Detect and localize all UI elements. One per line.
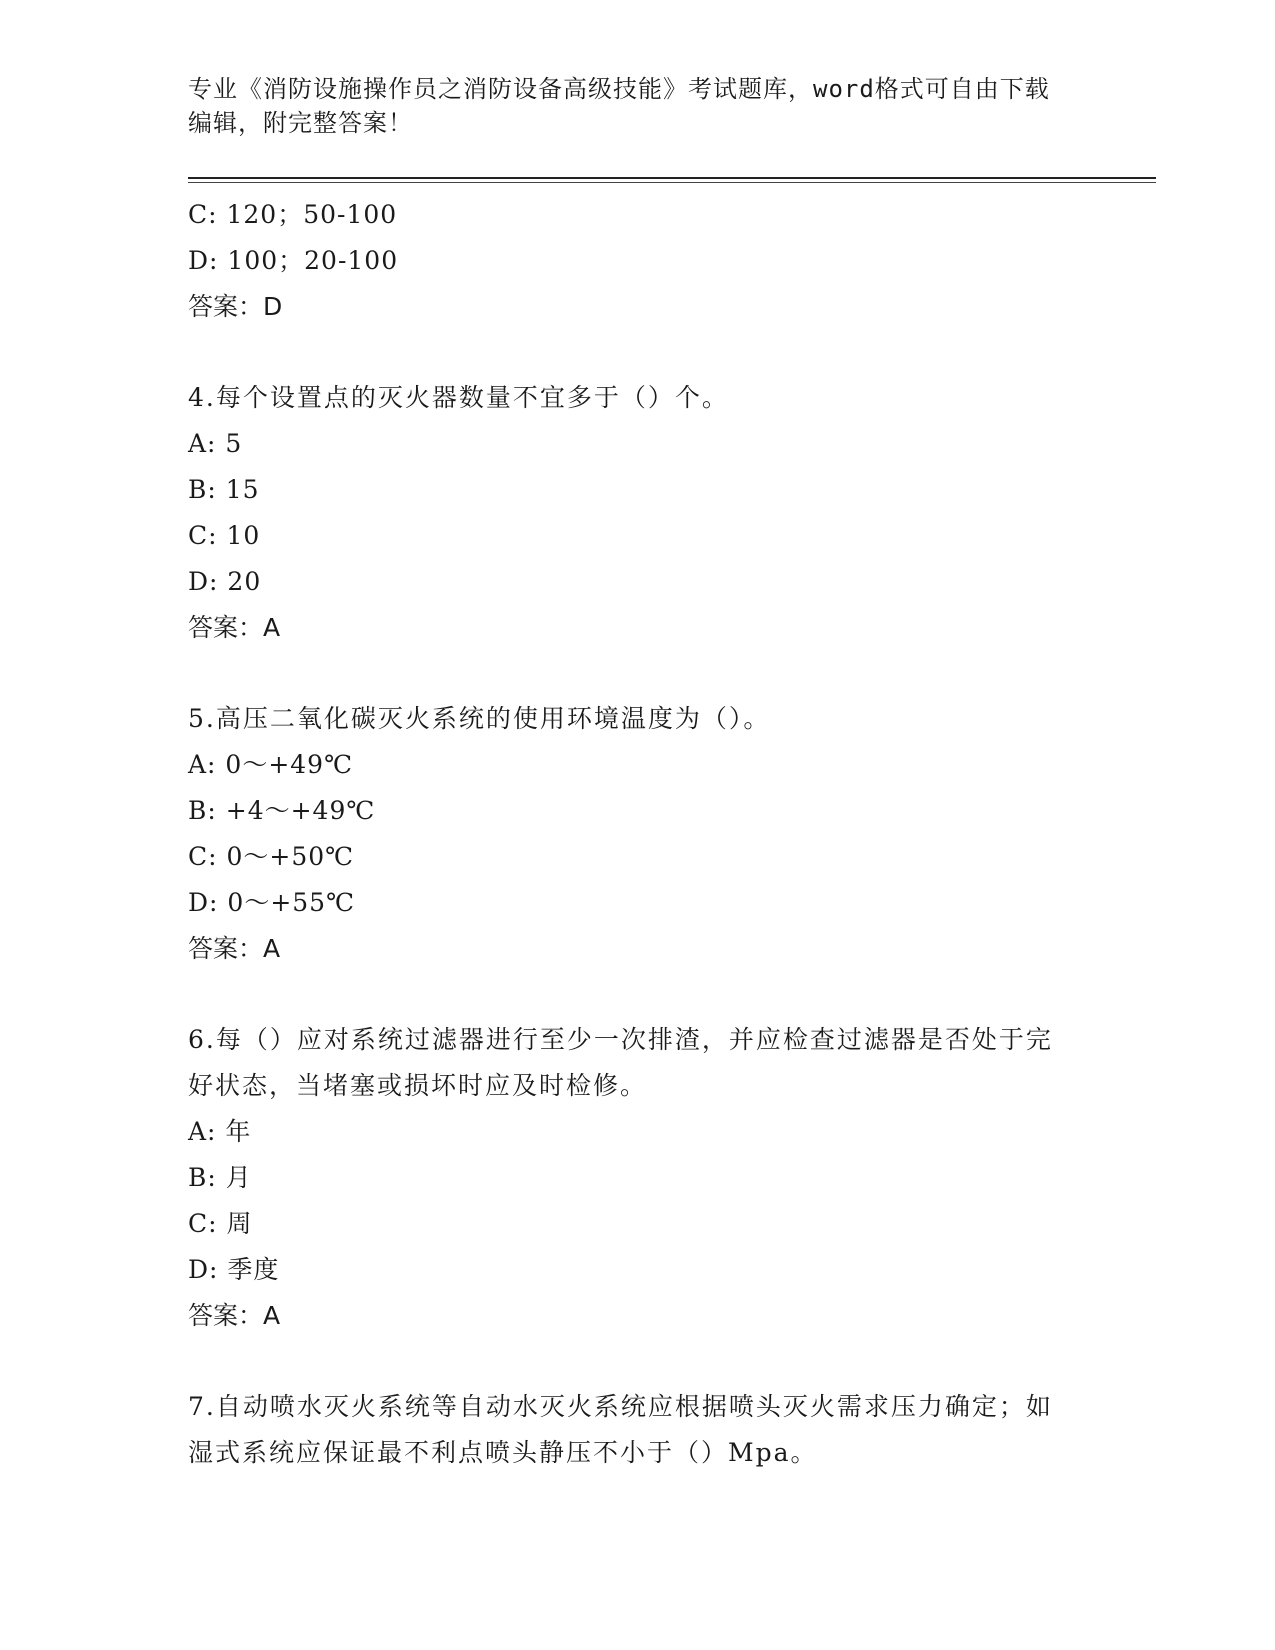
spacer — [188, 972, 1068, 1017]
question-stem: 6.每（）应对系统过滤器进行至少一次排渣，并应检查过滤器是否处于完好状态，当堵塞或损坏时应及时检修。 — [188, 1025, 1053, 1100]
option-c: C: 10 — [188, 521, 261, 550]
question-3-continuation — [188, 192, 1068, 330]
question-stem: 7.自动喷水灭火系统等自动水灭火系统应根据喷头灭火需求压力确定；如湿式系统应保证最不利点喷头静压不小于（）Mpa。 — [188, 1392, 1053, 1467]
header-divider-thick — [188, 177, 1156, 179]
option-d: D: 0～+55℃ — [188, 888, 356, 917]
question-4 — [188, 375, 1068, 651]
answer-line: 答案：D — [188, 292, 283, 321]
option-b: B: +4～+49℃ — [188, 796, 376, 825]
option-c: C: 0～+50℃ — [188, 842, 355, 871]
spacer — [188, 330, 1068, 375]
document-header: 专业《消防设施操作员之消防设备高级技能》考试题库，word格式可自由下载编辑，附完整答案！ — [188, 75, 1050, 137]
question-5 — [188, 696, 1068, 972]
question-list — [188, 192, 1068, 1476]
option-d: D: 20 — [188, 567, 262, 596]
option-b: B: 15 — [188, 475, 260, 504]
option-d: D: 季度 — [188, 1255, 280, 1284]
answer-line: 答案：A — [188, 1301, 281, 1330]
spacer — [188, 651, 1068, 696]
answer-line: 答案：A — [188, 613, 281, 642]
answer-line: 答案：A — [188, 934, 281, 963]
option-c: C: 120；50-100 — [188, 200, 398, 229]
question-stem: 5.高压二氧化碳灭火系统的使用环境温度为（）。 — [188, 704, 771, 733]
option-c: C: 周 — [188, 1209, 253, 1238]
option-a: A: 0～+49℃ — [188, 750, 354, 779]
spacer — [188, 1339, 1068, 1384]
option-d: D: 100；20-100 — [188, 246, 399, 275]
option-b: B: 月 — [188, 1163, 252, 1192]
question-6 — [188, 1017, 1068, 1339]
header-divider-thin — [188, 182, 1156, 183]
option-a: A: 年 — [188, 1117, 252, 1146]
question-stem: 4.每个设置点的灭火器数量不宜多于（）个。 — [188, 383, 729, 412]
question-7 — [188, 1384, 1068, 1476]
option-a: A: 5 — [188, 429, 243, 458]
